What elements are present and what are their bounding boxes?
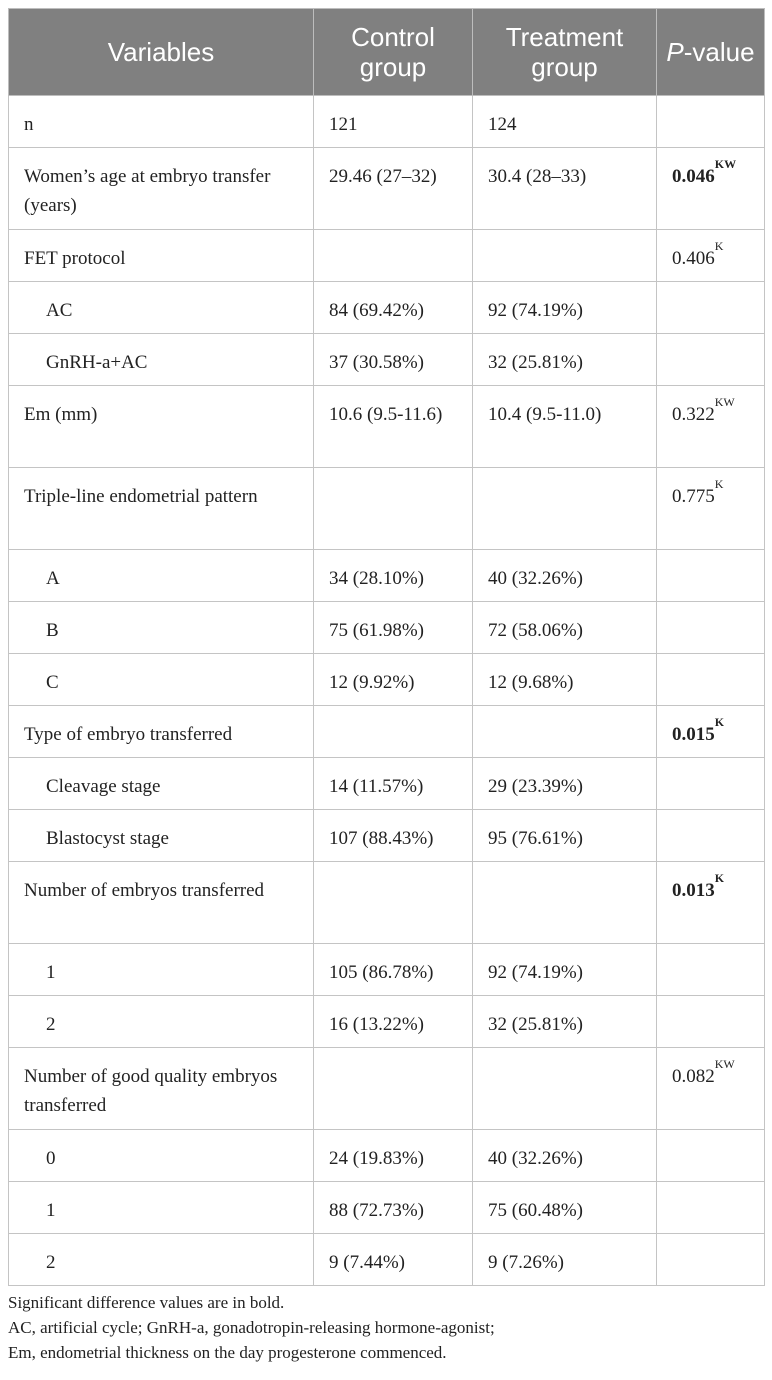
table-container xyxy=(8,8,764,1286)
table-row xyxy=(9,148,765,230)
cell-variable: Women’s age at embryo transfer (years) xyxy=(9,148,314,230)
table-row xyxy=(9,706,765,758)
p-value: 0.775 xyxy=(672,486,715,507)
cell-variable: AC xyxy=(9,282,314,334)
cell-p-value xyxy=(657,706,765,758)
p-test-marker: KW xyxy=(714,157,737,171)
p-test-marker: K xyxy=(714,715,725,729)
cell-p-value xyxy=(657,944,765,996)
p-test-marker: K xyxy=(714,477,724,491)
cell-control: 75 (61.98%) xyxy=(314,602,473,654)
cell-treatment: 32 (25.81%) xyxy=(473,996,657,1048)
cell-control: 105 (86.78%) xyxy=(314,944,473,996)
table-row xyxy=(9,602,765,654)
cell-control: 12 (9.92%) xyxy=(314,654,473,706)
header-treatment-group: Treatment group xyxy=(473,9,657,96)
cell-treatment: 29 (23.39%) xyxy=(473,758,657,810)
cell-control xyxy=(314,468,473,550)
p-value: 0.046 xyxy=(672,166,715,187)
cell-treatment xyxy=(473,862,657,944)
cell-variable: Number of embryos transferred xyxy=(9,862,314,944)
cell-p-value xyxy=(657,386,765,468)
p-value: 0.013 xyxy=(672,880,715,901)
cell-p-value xyxy=(657,758,765,810)
cell-variable: GnRH-a+AC xyxy=(9,334,314,386)
cell-control: 88 (72.73%) xyxy=(314,1182,473,1234)
table-row xyxy=(9,996,765,1048)
cell-control: 121 xyxy=(314,96,473,148)
cell-treatment: 32 (25.81%) xyxy=(473,334,657,386)
cell-p-value xyxy=(657,148,765,230)
table-row xyxy=(9,758,765,810)
table-body xyxy=(9,96,765,1286)
table-row xyxy=(9,944,765,996)
cell-control: 29.46 (27–32) xyxy=(314,148,473,230)
cell-variable: 2 xyxy=(9,996,314,1048)
cell-variable: Em (mm) xyxy=(9,386,314,468)
table-row xyxy=(9,282,765,334)
cell-control: 107 (88.43%) xyxy=(314,810,473,862)
cell-treatment: 72 (58.06%) xyxy=(473,602,657,654)
cell-variable: FET protocol xyxy=(9,230,314,282)
table-header xyxy=(9,9,765,96)
cell-p-value xyxy=(657,282,765,334)
note-line: Em, endometrial thickness on the day progesterone commenced. xyxy=(8,1343,447,1362)
cell-p-value xyxy=(657,654,765,706)
p-value: 0.406 xyxy=(672,248,715,269)
table-notes xyxy=(8,1290,764,1365)
table-row xyxy=(9,334,765,386)
table-row xyxy=(9,654,765,706)
cell-treatment xyxy=(473,468,657,550)
cell-treatment: 124 xyxy=(473,96,657,148)
cell-control: 34 (28.10%) xyxy=(314,550,473,602)
cell-treatment: 9 (7.26%) xyxy=(473,1234,657,1286)
cell-control xyxy=(314,1048,473,1130)
cell-variable: 0 xyxy=(9,1130,314,1182)
cell-variable: Triple-line endometrial pattern xyxy=(9,468,314,550)
cell-treatment xyxy=(473,706,657,758)
table-row xyxy=(9,862,765,944)
table-row xyxy=(9,1048,765,1130)
table-row xyxy=(9,1234,765,1286)
table-row xyxy=(9,96,765,148)
cell-variable: C xyxy=(9,654,314,706)
cell-treatment: 30.4 (28–33) xyxy=(473,148,657,230)
p-value: 0.015 xyxy=(672,724,715,745)
cell-p-value xyxy=(657,996,765,1048)
cell-p-value xyxy=(657,862,765,944)
cell-treatment: 10.4 (9.5-11.0) xyxy=(473,386,657,468)
cell-control xyxy=(314,862,473,944)
table-row xyxy=(9,386,765,468)
cell-p-value xyxy=(657,1234,765,1286)
header-p-rest: -value xyxy=(683,37,755,67)
cell-p-value xyxy=(657,602,765,654)
cell-control: 24 (19.83%) xyxy=(314,1130,473,1182)
cell-variable: 1 xyxy=(9,1182,314,1234)
cell-p-value xyxy=(657,810,765,862)
table-row xyxy=(9,230,765,282)
cell-p-value xyxy=(657,468,765,550)
p-test-marker: KW xyxy=(714,1057,735,1071)
cell-treatment xyxy=(473,1048,657,1130)
p-test-marker: K xyxy=(714,871,725,885)
table-row xyxy=(9,810,765,862)
table-row xyxy=(9,550,765,602)
cell-variable: A xyxy=(9,550,314,602)
header-variables: Variables xyxy=(9,9,314,96)
cell-variable: B xyxy=(9,602,314,654)
cell-control xyxy=(314,230,473,282)
cell-treatment: 95 (76.61%) xyxy=(473,810,657,862)
cell-p-value xyxy=(657,334,765,386)
cell-p-value xyxy=(657,1048,765,1130)
table-row xyxy=(9,468,765,550)
cell-p-value xyxy=(657,550,765,602)
cell-treatment: 75 (60.48%) xyxy=(473,1182,657,1234)
header-control-group: Control group xyxy=(314,9,473,96)
p-value: 0.322 xyxy=(672,404,715,425)
table-row xyxy=(9,1182,765,1234)
cell-variable: n xyxy=(9,96,314,148)
cell-treatment: 12 (9.68%) xyxy=(473,654,657,706)
header-p-value xyxy=(657,9,765,96)
cell-control xyxy=(314,706,473,758)
cell-treatment: 92 (74.19%) xyxy=(473,944,657,996)
cell-treatment xyxy=(473,230,657,282)
note-line: Significant difference values are in bold. xyxy=(8,1293,285,1312)
cell-p-value xyxy=(657,1130,765,1182)
p-value: 0.082 xyxy=(672,1066,715,1087)
cell-control: 84 (69.42%) xyxy=(314,282,473,334)
cell-control: 16 (13.22%) xyxy=(314,996,473,1048)
note-line: AC, artificial cycle; GnRH-a, gonadotropin-releasing hormone-agonist; xyxy=(8,1318,495,1337)
cell-variable: 1 xyxy=(9,944,314,996)
cell-control: 10.6 (9.5-11.6) xyxy=(314,386,473,468)
header-p-italic: P xyxy=(666,37,684,67)
p-test-marker: K xyxy=(714,239,724,253)
data-table xyxy=(8,8,765,1286)
header-row xyxy=(9,9,765,96)
cell-variable: Type of embryo transferred xyxy=(9,706,314,758)
cell-variable: Number of good quality embryos transferred xyxy=(9,1048,314,1130)
cell-p-value xyxy=(657,96,765,148)
cell-treatment: 40 (32.26%) xyxy=(473,550,657,602)
cell-p-value xyxy=(657,1182,765,1234)
cell-p-value xyxy=(657,230,765,282)
cell-variable: 2 xyxy=(9,1234,314,1286)
cell-treatment: 92 (74.19%) xyxy=(473,282,657,334)
cell-control: 37 (30.58%) xyxy=(314,334,473,386)
cell-variable: Blastocyst stage xyxy=(9,810,314,862)
cell-variable: Cleavage stage xyxy=(9,758,314,810)
cell-control: 9 (7.44%) xyxy=(314,1234,473,1286)
cell-control: 14 (11.57%) xyxy=(314,758,473,810)
p-test-marker: KW xyxy=(714,395,735,409)
table-row xyxy=(9,1130,765,1182)
cell-treatment: 40 (32.26%) xyxy=(473,1130,657,1182)
